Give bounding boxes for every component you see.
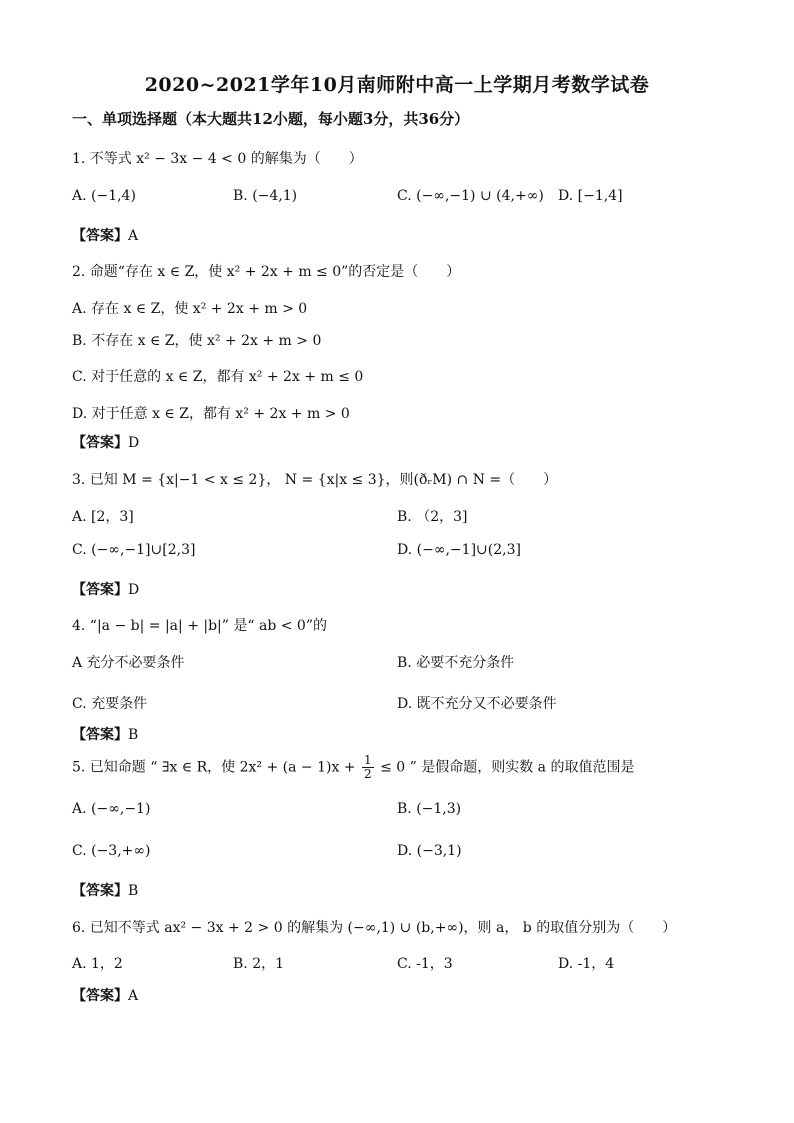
q5-option-d: D. (−3,1) xyxy=(397,843,462,859)
question-5-stem xyxy=(72,754,634,781)
question-3-stem: 3. 已知 M = {x|−1 < x ≤ 2}， N = {x|x ≤ 3}，则(ðᵣM) ∩ N =（ ） xyxy=(72,472,558,488)
q4-option-d: D. 既不充分又不必要条件 xyxy=(397,696,557,712)
q4-option-a: A 充分不必要条件 xyxy=(72,655,185,671)
answer-tag: 【答案】 xyxy=(72,883,128,899)
q6-option-b: B. 2，1 xyxy=(233,956,285,972)
question-4-stem: 4. “|a − b| = |a| + |b|” 是“ ab < 0”的 xyxy=(72,618,327,634)
q2-answer xyxy=(72,432,139,452)
q5-answer xyxy=(72,880,138,900)
q4-answer-value: B xyxy=(128,727,139,743)
question-1-stem: 1. 不等式 x² − 3x − 4 < 0 的解集为（ ） xyxy=(72,151,363,167)
q3-option-b: B. （2，3] xyxy=(397,509,468,525)
q3-option-c: C. (−∞,−1]∪[2,3] xyxy=(72,542,196,558)
q1-answer xyxy=(72,225,138,245)
q1-option-d: D. [−1,4] xyxy=(558,188,623,204)
q6-answer xyxy=(72,985,138,1005)
q4-option-c: C. 充要条件 xyxy=(72,696,148,712)
q2-option-a: A. 存在 x ∈ Z，使 x² + 2x + m > 0 xyxy=(72,301,308,317)
q2-option-d: D. 对于任意 x ∈ Z，都有 x² + 2x + m > 0 xyxy=(72,406,350,422)
q2-option-b: B. 不存在 x ∈ Z，使 x² + 2x + m > 0 xyxy=(72,333,322,349)
q5-fraction xyxy=(362,754,374,781)
q6-option-c: C. -1，3 xyxy=(397,956,453,972)
q5-answer-value: B xyxy=(128,883,139,899)
q6-answer-value: A xyxy=(128,988,139,1004)
q5-stem-pre: 5. 已知命题 “ ∃x ∈ R，使 2x² + (a − 1)x + xyxy=(72,759,360,776)
q1-option-b: B. (−4,1) xyxy=(233,188,298,204)
q2-answer-value: D xyxy=(128,435,140,451)
q4-option-b: B. 必要不充分条件 xyxy=(397,655,515,671)
q4-answer xyxy=(72,724,138,744)
answer-tag: 【答案】 xyxy=(72,582,128,598)
q5-option-a: A. (−∞,−1) xyxy=(72,801,151,817)
answer-tag: 【答案】 xyxy=(72,988,128,1004)
q3-answer-value: D xyxy=(128,582,140,598)
exam-title: 2020~2021学年10月南师附中高一上学期月考数学试卷 xyxy=(144,74,650,96)
q2-option-c: C. 对于任意的 x ∈ Z，都有 x² + 2x + m ≤ 0 xyxy=(72,369,364,385)
question-6-stem: 6. 已知不等式 ax² − 3x + 2 > 0 的解集为 (−∞,1) ∪ (b,+∞)，则 a， b 的取值分别为（ ） xyxy=(72,920,677,936)
q1-option-a: A. (−1,4) xyxy=(72,188,136,204)
answer-tag: 【答案】 xyxy=(72,727,128,743)
q5-stem-post: ≤ 0 ” 是假命题，则实数 a 的取值范围是 xyxy=(375,759,635,776)
q5-fraction-numerator: 1 xyxy=(364,753,372,767)
q6-option-d: D. -1，4 xyxy=(558,956,615,972)
q1-option-c: C. (−∞,−1) ∪ (4,+∞) xyxy=(397,188,544,204)
q3-answer xyxy=(72,579,139,599)
q5-fraction-denominator: 2 xyxy=(364,767,372,781)
q6-option-a: A. 1，2 xyxy=(72,956,123,972)
q3-option-d: D. (−∞,−1]∪(2,3] xyxy=(397,542,521,558)
section-heading: 一、单项选择题（本大题共12小题，每小题3分，共36分） xyxy=(72,110,470,128)
q5-option-c: C. (−3,+∞) xyxy=(72,843,151,859)
question-2-stem: 2. 命题“存在 x ∈ Z，使 x² + 2x + m ≤ 0”的否定是（ ） xyxy=(72,264,461,280)
answer-tag: 【答案】 xyxy=(72,228,128,244)
answer-tag: 【答案】 xyxy=(72,435,128,451)
q1-answer-value: A xyxy=(128,228,139,244)
q5-option-b: B. (−1,3) xyxy=(397,801,462,817)
q3-option-a: A. [2，3] xyxy=(72,509,134,525)
